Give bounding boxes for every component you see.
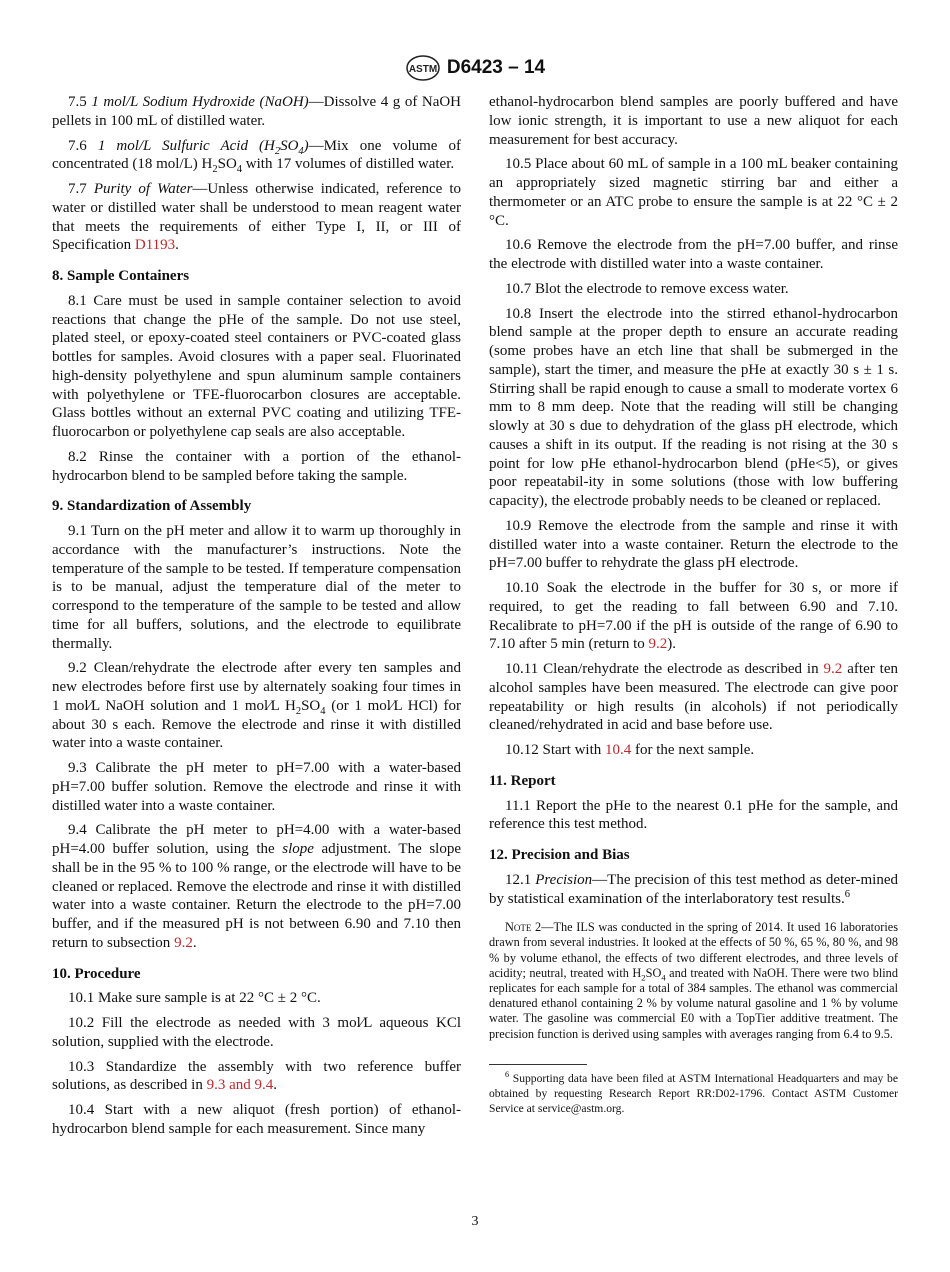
text-run: —Mix one volume of concentrated (18 mol/L) H <box>52 137 461 173</box>
text-run: 10.12 Start with <box>505 742 605 758</box>
cross-reference-link[interactable]: 9.2 <box>648 636 668 653</box>
cross-reference-link[interactable]: D1193 <box>134 237 176 254</box>
page-header <box>0 55 950 81</box>
text-run: —Dissolve 4 g of NaOH pellets in 100 mL of distilled water. <box>52 94 462 129</box>
text-run: . <box>175 237 179 254</box>
text-run: 12. Precision and Bias <box>489 847 630 863</box>
text-run: . <box>192 934 197 951</box>
text-run: adjustment. The slope shall be in the 95 % to 100 % range, or the electrode will have to be cleaned or replaced. Remove the electrode and rinse it with distilled water into a waste container. Return the electrode to the pH=7.00 buffer, and if the measured pH is not between 6.90 and 7.10 then return to subsection <box>52 841 461 951</box>
text-run: 10.9 Remove the electrode from the sample and rinse it with distilled water into a waste container. Return the electrode to the pH=7.00 buffer to rehydrate the glass pH electrode. <box>489 517 898 572</box>
text-run: 10.10 Soak the electrode in the buffer for 30 s, or more if required, to get the reading to fall between 6.90 and 7.10. Recalibrate to pH=7.00 if the pH is outside of the range of 6.90 to 7.10 after 5 min (return to <box>489 580 898 653</box>
text-run: after ten alcohol samples have been measured. The electrode can give poor repeatability or high results (in alcohols) if not periodically cleaned/rehydrated in acid and base before use. <box>489 661 898 734</box>
text-run: 4 <box>236 164 243 176</box>
text-run: 9.1 Turn on the pH meter and allow it to warm up thoroughly in accordance with the manufacturer’s instructions. Note the temperature of the sample to be tested. If temperature compensation is to be manual, adjust the temperature dial of the meter to correspond to the temperature of the sample to be tested and allow time for all buffers, solutions, and the electrode to equilibrate thermally. <box>52 523 461 652</box>
paragraph <box>489 236 898 274</box>
text-run: 10.5 Place about 60 mL of sample in a 100 mL beaker containing an appropriately sized magnetic stirring bar and either a thermometer or an ATC probe to ensure the sample is at 22 °C ± 2 °C. <box>489 156 898 229</box>
left-column <box>52 93 461 1145</box>
text-run: for the next sample. <box>631 742 755 758</box>
text-run: Purity of Water <box>93 181 193 197</box>
text-run: 9.2 Clean/rehydrate the electrode after every ten samples and new electrodes before first use by alternately soaking four times in 1 mol⁄L NaOH solution and 1 mol⁄L H <box>52 660 461 714</box>
text-run: SO <box>217 156 237 173</box>
page-number: 3 <box>471 1214 479 1229</box>
text-run: 8. Sample Containers <box>52 268 190 284</box>
text-run: 10.2 Fill the electrode as needed with 3 mol⁄L aqueous KCl solution, supplied with the electrode. <box>52 1015 461 1050</box>
footnote-rule <box>489 1064 587 1065</box>
text-run: SO <box>280 137 299 154</box>
designation: D6423 – 14 <box>446 57 546 78</box>
paragraph <box>489 871 898 909</box>
section-heading <box>52 267 461 286</box>
text-run: 7.7 <box>68 181 94 197</box>
text-run: . <box>273 1077 277 1094</box>
svg-text:ASTM: ASTM <box>408 64 438 75</box>
paragraph <box>489 280 898 299</box>
text-run: 10. Procedure <box>52 965 141 982</box>
text-run: 11. Report <box>489 772 556 789</box>
text-run: —The precision of this test method as deter-mined by statistical examination of the interlaboratory test results. <box>489 871 898 907</box>
text-run: ) <box>303 137 309 154</box>
paragraph <box>489 155 898 230</box>
text-run: 9.3 Calibrate the pH meter to pH=7.00 with a water-based pH=7.00 buffer solution. Remove the electrode and rinse it with distilled water into a waste container. <box>52 760 461 814</box>
text-run: 10.4 Start with a new aliquot (fresh portion) of ethanol-hydrocarbon blend sample for each measurement. Since many <box>52 1102 461 1137</box>
footnote <box>489 1071 898 1116</box>
section-heading <box>489 772 898 791</box>
paragraph <box>52 821 461 952</box>
paragraph <box>52 759 461 815</box>
text-run: 12.1 <box>505 871 536 888</box>
paragraph <box>52 1014 461 1052</box>
text-run: (or 1 mol⁄L HCl) for about 30 s each. Remove the electrode and rinse it with distilled water into a waste container. <box>52 697 461 752</box>
text-run: ). <box>667 636 677 653</box>
text-run: 6 <box>505 1070 510 1080</box>
paragraph <box>52 93 461 131</box>
paragraph <box>52 1058 461 1096</box>
paragraph <box>52 989 461 1008</box>
paragraph-continued <box>489 93 898 149</box>
paragraph <box>52 522 461 653</box>
note <box>489 920 898 1042</box>
text-run: 4 <box>320 705 326 717</box>
text-run: 10.3 Standardize the assembly with two reference buffer solutions, as described in <box>52 1058 461 1094</box>
text-run: 8.2 Rinse the container with a portion of the ethanol-hydrocarbon blend to be sampled before taking the sample. <box>52 448 461 484</box>
text-run: 7.6 <box>68 137 98 154</box>
text-run: 4 <box>298 145 304 157</box>
text-run: slope <box>282 841 314 857</box>
text-run: SO <box>645 965 662 980</box>
text-run: 6 <box>844 888 850 900</box>
paragraph <box>489 797 898 835</box>
text-run: 10.11 Clean/rehydrate the electrode as described in <box>505 661 824 677</box>
text-run: 10.7 Blot the electrode to remove excess water. <box>505 280 789 297</box>
paragraph <box>52 448 461 486</box>
text-run: 4 <box>661 972 666 983</box>
text-run: with 17 volumes of distilled water. <box>242 156 455 173</box>
text-run: —Unless otherwise indicated, reference to water or distilled water shall be understood to mean reagent water that meets the requirements of either Type I, II, or III of Specification <box>52 181 461 254</box>
paragraph <box>52 180 461 255</box>
text-run: 9. Standardization of Assembly <box>52 498 252 515</box>
text-run: 9.4 Calibrate the pH meter to pH=4.00 with a water-based pH=4.00 buffer solution, using the <box>52 822 461 857</box>
text-run: Note <box>505 920 532 935</box>
text-run: 2 <box>295 705 302 717</box>
text-run: 10.8 Insert the electrode into the stirred ethanol-hydrocarbon blend sample at the proper depth to ensure an accurate reading (some probes have an etch line that shall be submerged in the sample), start the timer, and measure the pHe at exactly 30 s ± 1 s. Stirring shall be rapid enough to cause a small to moderate vortex 6 mm to 8 mm deep. Note that the reading will still be changing slowly at 30 s due to dehydration of the glass pH electrode, which causes a shift in its output. If the reading is not rising at the 30 s point for low pHe ethanol-hydrocarbon blend (pHe<5), or gives poor repeatabil-ity in some solutions (those with low buffering capacity), the electrode probably needs to be cleaned or replaced. <box>489 305 898 509</box>
text-run: 2 <box>641 972 646 983</box>
cross-reference-link[interactable]: 9.2 <box>174 934 193 951</box>
text-run: 7.5 <box>68 94 92 110</box>
text-run: Precision <box>535 871 593 888</box>
cross-reference-link[interactable]: 9.3 and 9.4 <box>206 1077 274 1094</box>
cross-reference-link[interactable]: 10.4 <box>605 742 632 758</box>
right-column <box>489 93 898 1116</box>
paragraph <box>52 137 461 175</box>
paragraph <box>489 741 898 760</box>
cross-reference-link[interactable]: 9.2 <box>823 661 843 677</box>
paragraph <box>489 517 898 573</box>
text-run: SO <box>301 697 321 714</box>
text-run: 10.6 Remove the electrode from the pH=7.00 buffer, and rinse the electrode with distilled water into a waste container. <box>489 237 898 272</box>
section-heading <box>489 846 898 865</box>
text-run: and treated with NaOH. There were two blind replicates for each sample for a total of 384 samples. The ethanol was commercial denatured ethanol containing 2 % by volume natural gasoline and 1 % by volume water. The gasoline was commercial E0 with a TopTier additive treatment. The precision function is derived using samples with averages ranging from 6.4 to 9.5. <box>489 965 898 1041</box>
text-run: 10.1 Make sure sample is at 22 °C ± 2 °C. <box>68 990 321 1007</box>
text-run: 2 <box>212 164 218 176</box>
text-run: 11.1 Report the pHe to the nearest 0.1 pHe for the sample, and reference this test method. <box>489 797 898 833</box>
text-run: ethanol-hydrocarbon blend samples are poorly buffered and have low ionic strength, it is important to use a new aliquot for each measurement for best accuracy. <box>489 94 898 148</box>
text-run: 1 mol/L Sodium Hydroxide (NaOH) <box>91 94 309 110</box>
paragraph <box>52 292 461 442</box>
text-run: 2 <box>274 145 281 157</box>
text-run: Supporting data have been filed at ASTM International Headquarters and may be obtained by requesting Research Report RR:D02-1796. Contact ASTM Customer Service at service@astm.org. <box>489 1071 898 1115</box>
paragraph <box>52 1101 461 1139</box>
paragraph <box>489 579 898 654</box>
text-run: 1 mol/L Sulfuric Acid (H <box>97 137 275 154</box>
paragraph <box>52 659 461 753</box>
astm-logo-icon <box>405 55 441 81</box>
paragraph <box>489 660 898 735</box>
section-heading <box>52 497 461 516</box>
paragraph <box>489 305 898 511</box>
text-run: 8.1 Care must be used in sample container selection to avoid reactions that change the pHe of the sample. Do not use steel, plated steel, or epoxy-coated steel containers or PVC-coated glass bottles for samples. Avoid closures with a paper seal. Fluorinated high-density polyethylene and spun aluminum sample containers with polyethylene or TFE-fluorocarbon closures are acceptable. Glass bottles without an external PVC coating and utilizing TFE-fluorocarbon or polyethylene cap seals are also acceptable. <box>52 292 461 440</box>
text-run: 2—The ILS was conducted in the spring of 2014. It used 16 laboratories drawn from several industries. It looked at the effects of 50 %, 65 %, 80 %, and 98 % by volume ethanol, the effects of two different electrodes, and three levels of acidity; neutral, treated with H <box>489 920 898 980</box>
section-heading <box>52 965 461 984</box>
